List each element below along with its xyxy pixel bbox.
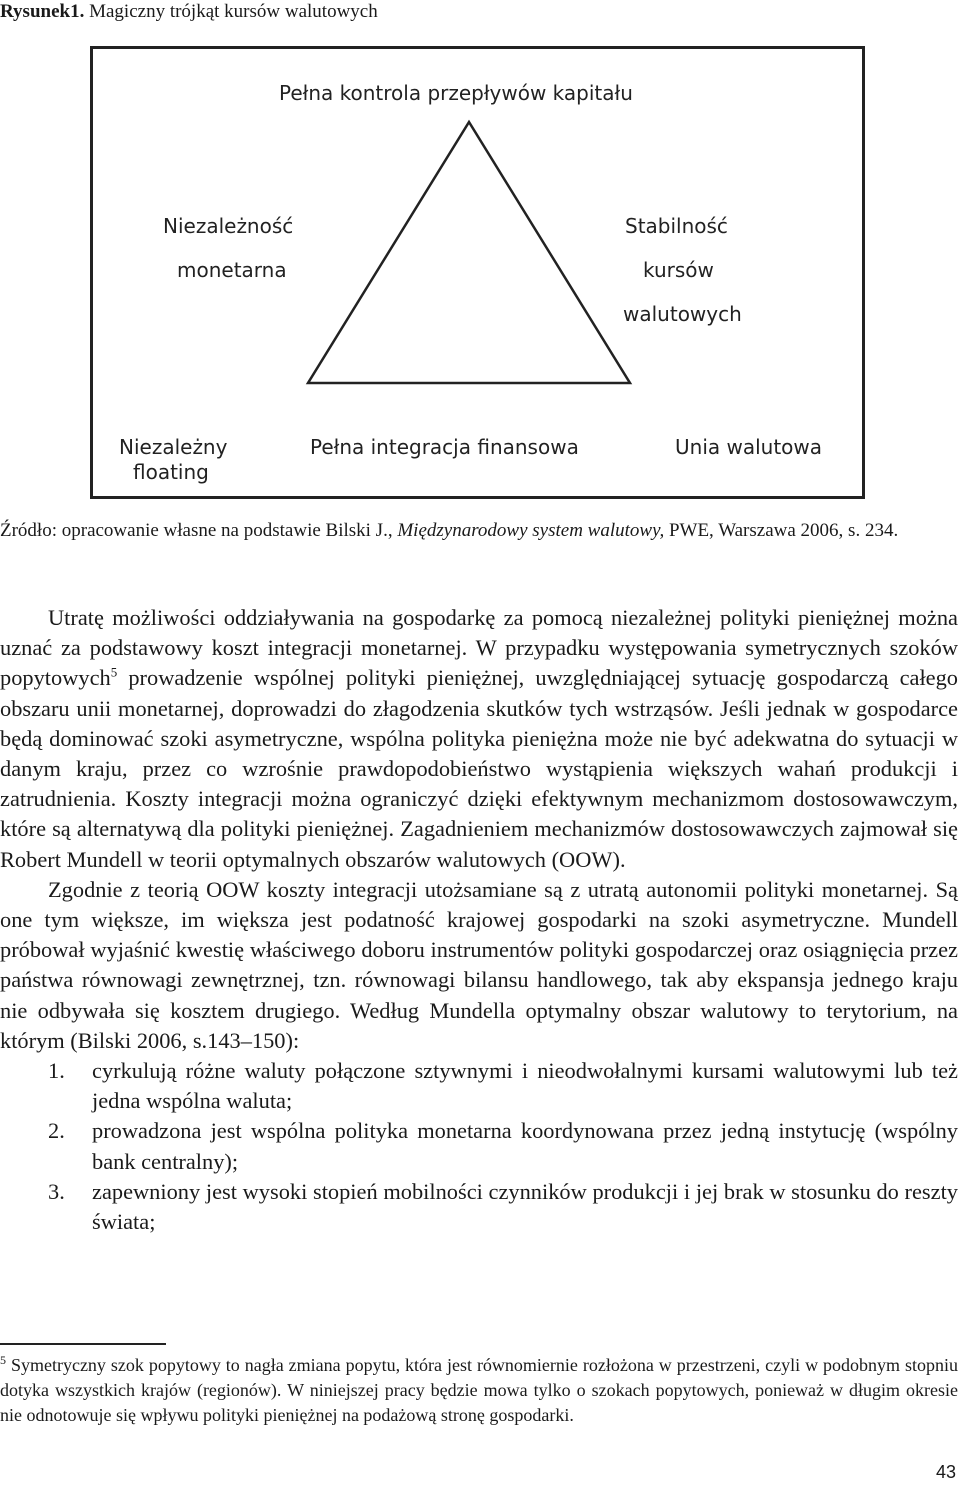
source-title: Międzynarodowy system walutowy, bbox=[397, 520, 665, 541]
label-financial-integration: Pełna integracja finansowa bbox=[310, 435, 579, 459]
label-exchange-stability-3: walutowych bbox=[623, 302, 742, 326]
label-monetary-independence-1: Niezależność bbox=[163, 214, 294, 238]
label-exchange-stability-2: kursów bbox=[643, 258, 714, 282]
label-monetary-independence-2: monetarna bbox=[177, 258, 287, 282]
page-number: 43 bbox=[935, 1462, 956, 1482]
label-floating-2: floating bbox=[133, 460, 209, 484]
figure-source: Źródło: opracowanie własne na podstawie Bilski J., Międzynarodowy system walutowy, PWE, Warszawa 2006, s. 234. bbox=[0, 520, 899, 541]
list-item: 1. cyrkulują różne waluty połączone sztywnymi i nieodwołalnymi kursami walutowymi lub też jedna wspólna waluta; bbox=[48, 1058, 958, 1114]
paragraph-2: Zgodnie z teorią OOW koszty integracji utożsamiane są z utratą autonomii polityki monetarnej. Są one tym większe, im większa jest podatność krajowej gospodarki na szoki asymetryczne. Mundell próbował wyjaśnić kwestię właściwego doboru instrumentów polityki gospodarczej oraz osiągnięcia przez państwa równowagi zewnętrznej, tzn. równowagi bilansu handlowego, tak aby ekspansja jednego kraju nie odbywała się kosztem drugiego. Według Mundella optymalny obszar walutowy to terytorium, na którym (Bilski 2006, s.143–150): bbox=[0, 876, 958, 1053]
footnote-divider bbox=[0, 1343, 166, 1345]
label-exchange-stability-1: Stabilność bbox=[625, 214, 728, 238]
footnote-ref[interactable]: 5 bbox=[110, 664, 118, 680]
figure-title: Magiczny trójkąt kursów walutowych bbox=[89, 1, 378, 22]
conditions-list bbox=[0, 1056, 958, 1237]
body-text bbox=[0, 603, 958, 1237]
figure-caption bbox=[0, 0, 378, 24]
list-item: 2. prowadzona jest wspólna polityka monetarna koordynowana przez jedną instytucję (wspólny bank centralny); bbox=[48, 1118, 958, 1174]
footnote-marker: 5 bbox=[0, 1353, 6, 1367]
label-currency-union: Unia walutowa bbox=[675, 435, 823, 459]
triangle-diagram bbox=[90, 46, 865, 499]
figure-number: Rysunek1. bbox=[0, 1, 85, 22]
label-floating-1: Niezależny bbox=[119, 435, 228, 459]
list-item: 3. zapewniony jest wysoki stopień mobilności czynników produkcji i jej brak w stosunku do reszty świata; bbox=[48, 1178, 958, 1235]
footnote: $^5$ Symetryczny szok popytowy to nagła zmiana popytu, która jest równomiernie rozłożona w przestrzeni, czyli w podobnym stopniu dotyka wszystkich krajów (regionów). W niniejszej pracy będzie mowa tylko o szokach popytowych, ponieważ w długim okresie nie odnotowuje się wpływu polityki pieniężnej na podażową stronę gospodarki. bbox=[0, 1353, 958, 1425]
paragraph-1: Utratę możliwości oddziaływania na gospodarkę za pomocą niezależnej polityki pieniężnej można uznać za podstawowy koszt integracji monetarnej. W przypadku występowania symetrycznych szoków popytowych$^5$ prowadzenie wspólnej polityki pieniężnej, uwzględniającej sytuację gospodarczą całego obszaru unii monetarnej, doprowadzi do złagodzenia skutków tych wstrząsów. Jeśli jednak w gospodarce będą dominować szoki asymetryczne, wspólna polityka pieniężna może nie być adekwatna do sytuacji w danym kraju, przez co wzrośnie prawdopodobieństwo wystąpienia większych wahań produkcji i zatrudnienia. Koszty integracji można ograniczyć dzięki efektywnym mechanizmom dostosowawczym, które są alternatywą dla polityki pieniężnej. Zagadnieniem mechanizmów dostosowawczych zajmował się Robert Mundell w teorii optymalnych obszarów walutowych (OOW). bbox=[0, 605, 958, 872]
label-capital-control: Pełna kontrola przepływów kapitału bbox=[279, 81, 633, 105]
